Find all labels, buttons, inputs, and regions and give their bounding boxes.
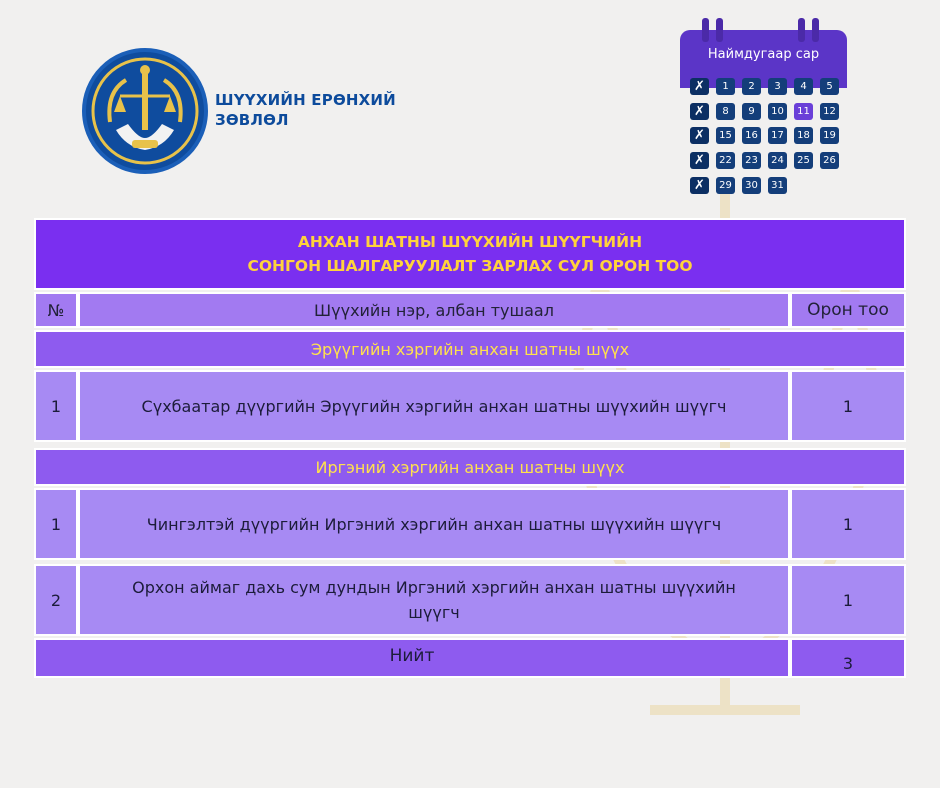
calendar-day: 1 [716, 78, 735, 95]
table-row [34, 564, 906, 636]
calendar-crossed-day: ✗ [690, 152, 709, 169]
calendar-ring-icon [812, 18, 819, 42]
cell-name: Сүхбаатар дүүргийн Эрүүгийн хэргийн анхан шатны шүүхийн шүүгч [78, 370, 790, 442]
cell-count: 1 [790, 370, 906, 442]
table-title-row [34, 218, 906, 290]
organization-name [215, 90, 396, 130]
calendar-crossed-day: ✗ [690, 103, 709, 120]
calendar-day: 5 [820, 78, 839, 95]
calendar-day: 30 [742, 177, 761, 194]
calendar-ring-icon [798, 18, 805, 42]
emblem-icon [86, 52, 204, 170]
header-name: Шүүхийн нэр, албан тушаал [78, 292, 790, 328]
calendar-crossed-day: ✗ [690, 177, 709, 194]
calendar-day: 29 [716, 177, 735, 194]
court-council-logo [82, 48, 208, 174]
calendar-day: 31 [768, 177, 787, 194]
cell-count: 1 [790, 564, 906, 636]
calendar-day: 2 [742, 78, 761, 95]
cell-num: 2 [34, 564, 78, 636]
calendar-day: 25 [794, 152, 813, 169]
total-label: Нийт [34, 638, 790, 678]
calendar-day: 4 [794, 78, 813, 95]
table-title-line1: АНХАН ШАТНЫ ШҮҮХИЙН ШҮҮГЧИЙН [297, 233, 643, 251]
calendar-day: 22 [716, 152, 735, 169]
calendar-day: 24 [768, 152, 787, 169]
calendar-month: Наймдугаар сар [707, 47, 820, 62]
table-row [34, 370, 906, 442]
calendar-day: 10 [768, 103, 787, 120]
organization-name-line2: ЗӨВЛӨЛ [215, 111, 289, 129]
calendar-ring-icon [716, 18, 723, 42]
section-row [34, 448, 906, 486]
total-count: 3 [790, 638, 906, 678]
calendar-crossed-day: ✗ [690, 127, 709, 144]
cell-count: 1 [790, 488, 906, 560]
header-num: № [34, 292, 78, 328]
calendar-crossed-day: ✗ [690, 78, 709, 95]
section-title: Иргэний хэргийн анхан шатны шүүх [34, 448, 906, 486]
calendar-ring-icon [702, 18, 709, 42]
total-row [34, 638, 906, 678]
table-title-line2: СОНГОН ШАЛГАРУУЛАЛТ ЗАРЛАХ СУЛ ОРОН ТОО [247, 257, 693, 275]
calendar-day: 23 [742, 152, 761, 169]
section-title: Эрүүгийн хэргийн анхан шатны шүүх [34, 330, 906, 368]
table-header-row [34, 292, 906, 328]
calendar [680, 18, 850, 198]
calendar-day: 17 [768, 127, 787, 144]
cell-num: 1 [34, 488, 78, 560]
calendar-day: 12 [820, 103, 839, 120]
cell-num: 1 [34, 370, 78, 442]
cell-name: Чингэлтэй дүүргийн Иргэний хэргийн анхан шатны шүүхийн шүүгч [78, 488, 790, 560]
organization-name-line1: ШҮҮХИЙН ЕРӨНХИЙ [215, 91, 396, 109]
calendar-day: 9 [742, 103, 761, 120]
calendar-day: 11 [794, 103, 813, 120]
calendar-day: 15 [716, 127, 735, 144]
table-title [34, 218, 906, 290]
header-count: Орон тоо [790, 292, 906, 328]
calendar-day: 8 [716, 103, 735, 120]
table-row [34, 488, 906, 560]
section-row [34, 330, 906, 368]
calendar-day: 18 [794, 127, 813, 144]
calendar-day: 19 [820, 127, 839, 144]
calendar-day: 26 [820, 152, 839, 169]
calendar-day: 16 [742, 127, 761, 144]
calendar-day: 3 [768, 78, 787, 95]
cell-name: Орхон аймаг дахь сум дундын Иргэний хэргийн анхан шатны шүүхийн шүүгч [78, 564, 790, 636]
calendar-grid [690, 78, 840, 196]
